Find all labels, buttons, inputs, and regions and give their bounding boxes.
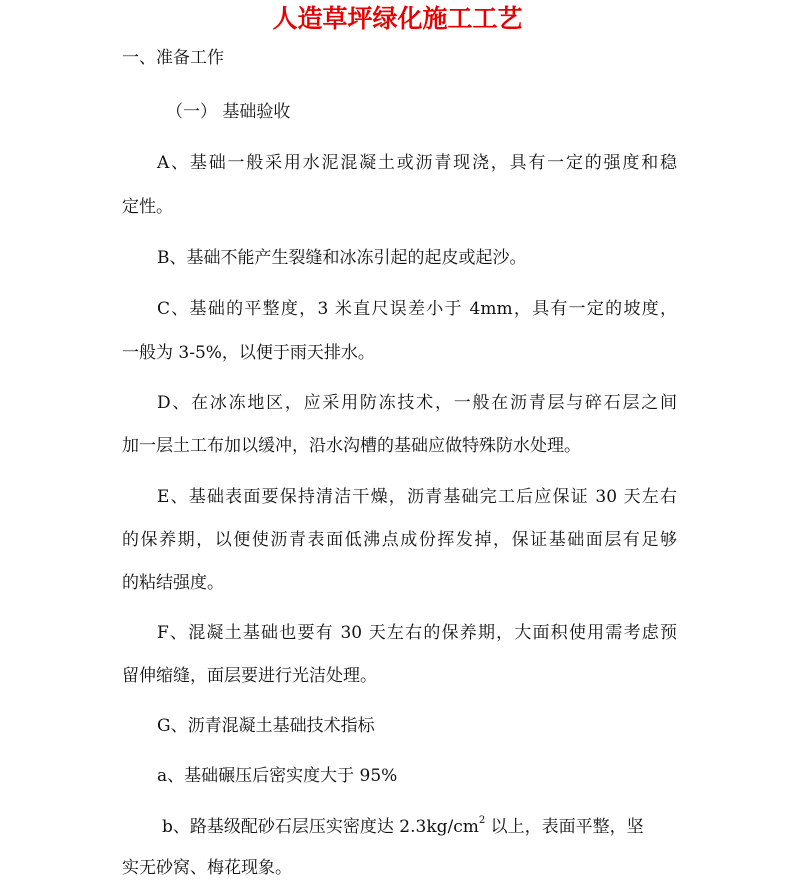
- item-b-line-1: B、基础不能产生裂缝和冰冻引起的起皮或起沙。: [157, 248, 527, 268]
- item-d-line-1: D、在冰冻地区，应采用防冻技术，一般在沥青层与碎石层之间: [157, 393, 677, 413]
- item-gb-superscript: 2: [478, 815, 486, 827]
- item-e-line-2: 的保养期，以便使沥青表面低沸点成份挥发掉，保证基础面层有足够: [122, 530, 677, 550]
- item-a-line-1: A、基础一般采用水泥混凝土或沥青现浇，具有一定的强度和稳: [157, 153, 677, 173]
- item-gb-line-1: [162, 815, 677, 839]
- item-e-line-3: 的粘结强度。: [122, 573, 224, 593]
- item-gb-line-1-post: 以上，表面平整，坚: [485, 817, 644, 837]
- item-e-line-1: E、基础表面要保持清洁干燥，沥青基础完工后应保证 30 天左右: [157, 487, 677, 507]
- item-f-line-1: F、混凝土基础也要有 30 天左右的保养期，大面积使用需考虑预: [157, 623, 677, 643]
- item-d-line-2: 加一层土工布加以缓冲，沿水沟槽的基础应做特殊防水处理。: [122, 436, 581, 456]
- item-c-line-1: C、基础的平整度，3 米直尺误差小于 4mm，具有一定的坡度，: [157, 299, 677, 319]
- subsection-heading: （一） 基础验收: [166, 102, 291, 122]
- page-title: 人造草坪绿化施工工艺: [272, 4, 523, 33]
- item-gb-line-2: 实无砂窝、梅花现象。: [122, 858, 292, 878]
- item-gb-line-1-pre: b、路基级配砂石层压实密度达 2.3kg/cm: [162, 817, 479, 837]
- item-c-line-2: 一般为 3-5%，以便于雨天排水。: [122, 343, 375, 363]
- section-heading: 一、准备工作: [122, 48, 224, 68]
- item-g-line-1: G、沥青混凝土基础技术指标: [157, 716, 375, 736]
- item-f-line-2: 留伸缩缝，面层要进行光洁处理。: [122, 666, 377, 686]
- item-a-line-2: 定性。: [122, 197, 173, 217]
- item-ga-line-1: a、基础碾压后密实度大于 95%: [157, 766, 398, 786]
